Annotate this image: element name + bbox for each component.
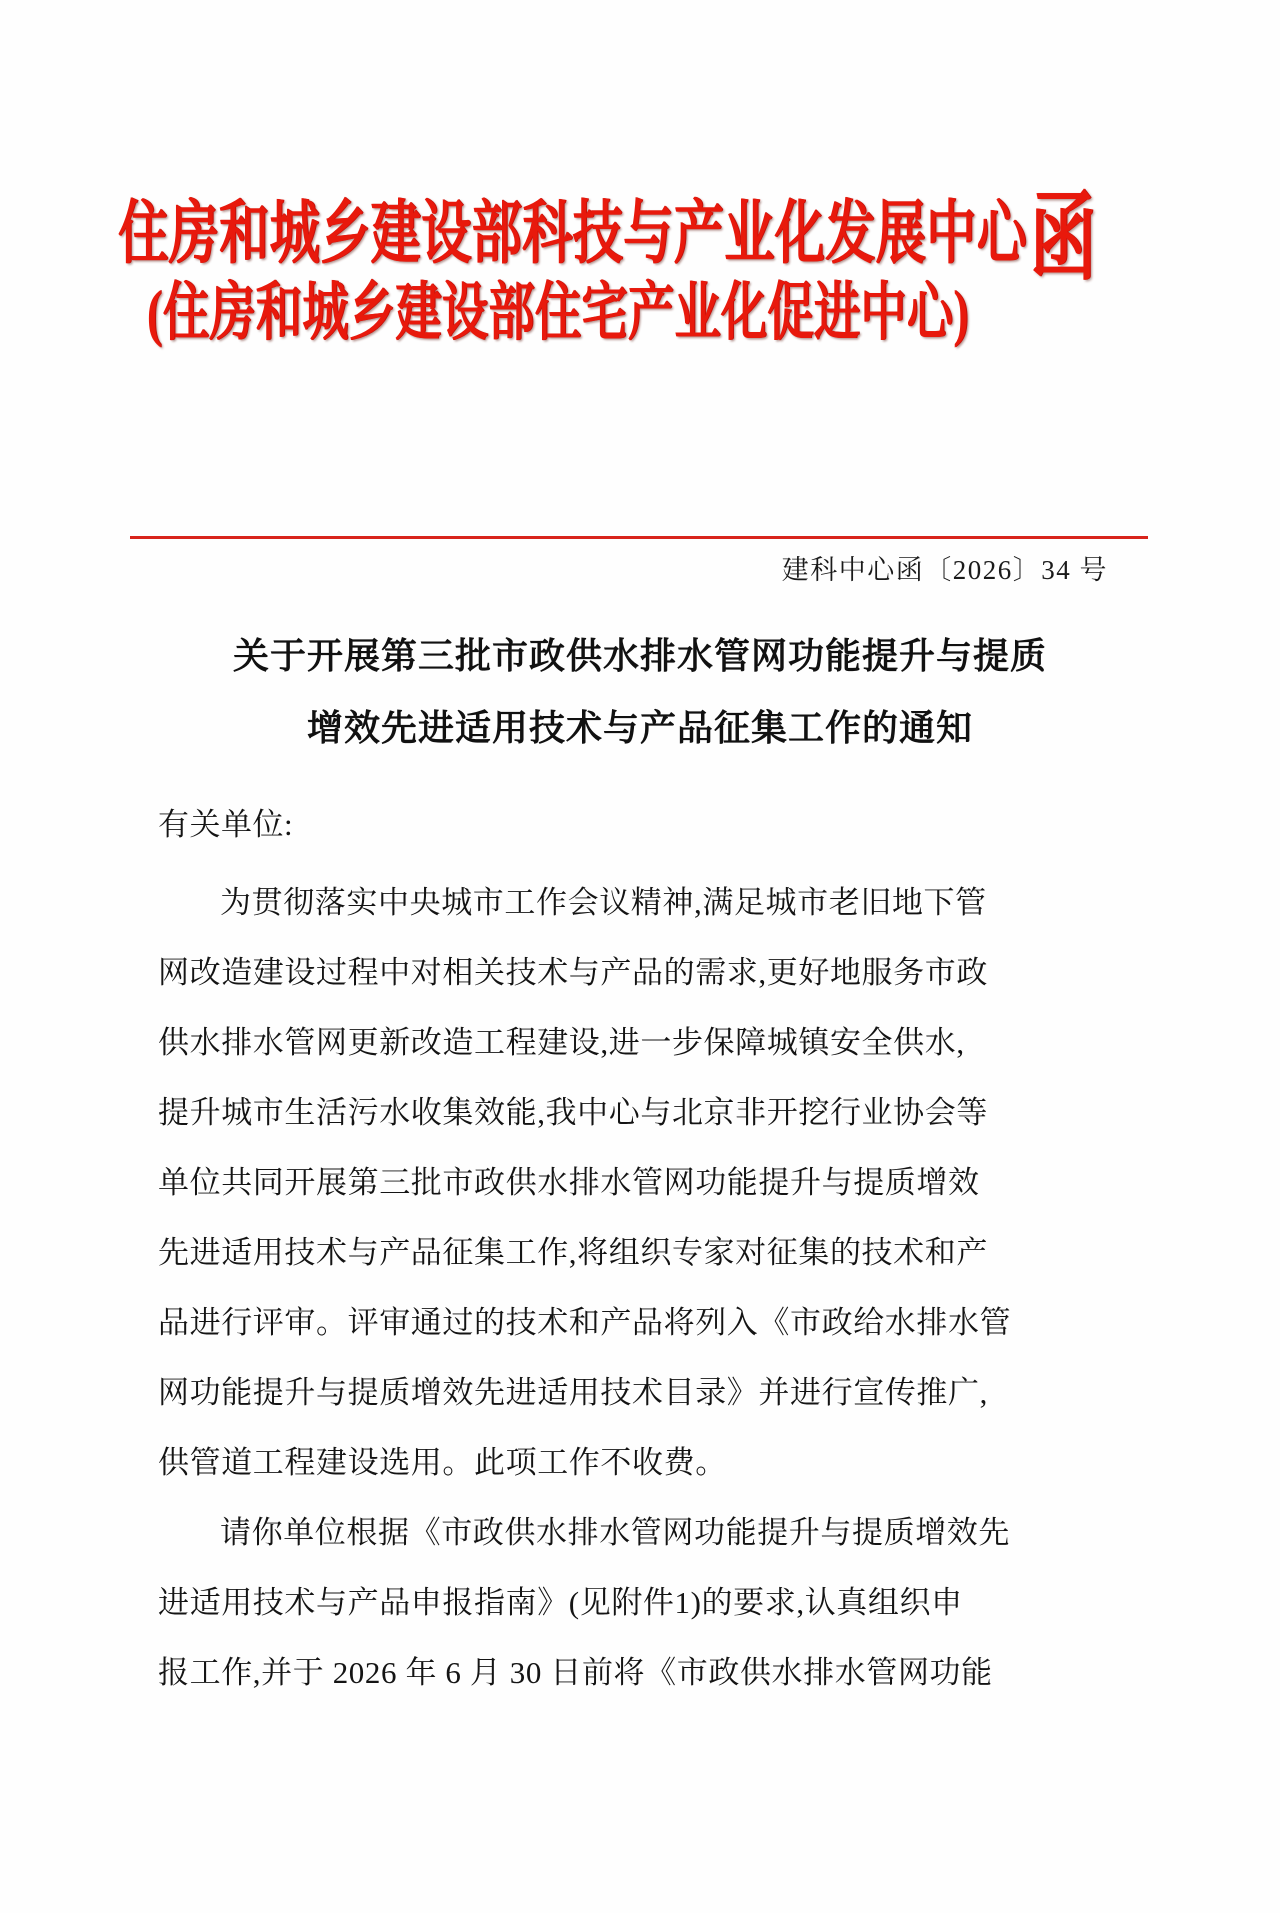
- document-type-char: 函: [1030, 186, 1096, 293]
- document-body: [158, 790, 1128, 1708]
- body-line: 网功能提升与提质增效先进适用技术目录》并进行宣传推广,: [158, 1375, 988, 1410]
- letterhead: [0, 178, 1280, 368]
- body-line: 单位共同开展第三批市政供水排水管网功能提升与提质增效: [158, 1165, 980, 1200]
- title-line-2: 增效先进适用技术与产品征集工作的通知: [306, 708, 973, 748]
- body-line: 提升城市生活污水收集效能,我中心与北京非开挖行业协会等: [158, 1095, 988, 1130]
- letterhead-org-names: [118, 178, 1027, 348]
- body-line: 网改造建设过程中对相关技术与产品的需求,更好地服务市政: [158, 955, 988, 990]
- body-line: 供管道工程建设选用。此项工作不收费。: [158, 1445, 727, 1480]
- body-line: 供水排水管网更新改造工程建设,进一步保障城镇安全供水,: [158, 1025, 965, 1060]
- body-line: 先进适用技术与产品征集工作,将组织专家对征集的技术和产: [158, 1235, 988, 1270]
- body-line: 品进行评审。评审通过的技术和产品将列入《市政给水排水管: [158, 1305, 1012, 1340]
- red-separator-rule: [130, 536, 1148, 539]
- body-line: 进适用技术与产品申报指南》(见附件1)的要求,认真组织申: [158, 1585, 963, 1620]
- body-line: 请你单位根据《市政供水排水管网功能提升与提质增效先: [220, 1515, 1010, 1550]
- body-line: 为贯彻落实中央城市工作会议精神,满足城市老旧地下管: [220, 885, 987, 920]
- paragraph-1: [158, 868, 1128, 1498]
- letterhead-line-2: (住房和城乡建设部住宅产业化促进中心): [146, 277, 970, 348]
- salutation: 有关单位:: [158, 807, 294, 842]
- page-title: [160, 620, 1120, 764]
- letterhead-line-1: 住房和城乡建设部科技与产业化发展中心: [118, 194, 1027, 272]
- title-line-1: 关于开展第三批市政供水排水管网功能提升与提质: [232, 636, 1047, 676]
- paragraph-2: [158, 1498, 1128, 1708]
- body-line: 报工作,并于 2026 年 6 月 30 日前将《市政供水排水管网功能: [158, 1655, 993, 1690]
- document-number: 建科中心函〔2026〕34 号: [781, 555, 1108, 585]
